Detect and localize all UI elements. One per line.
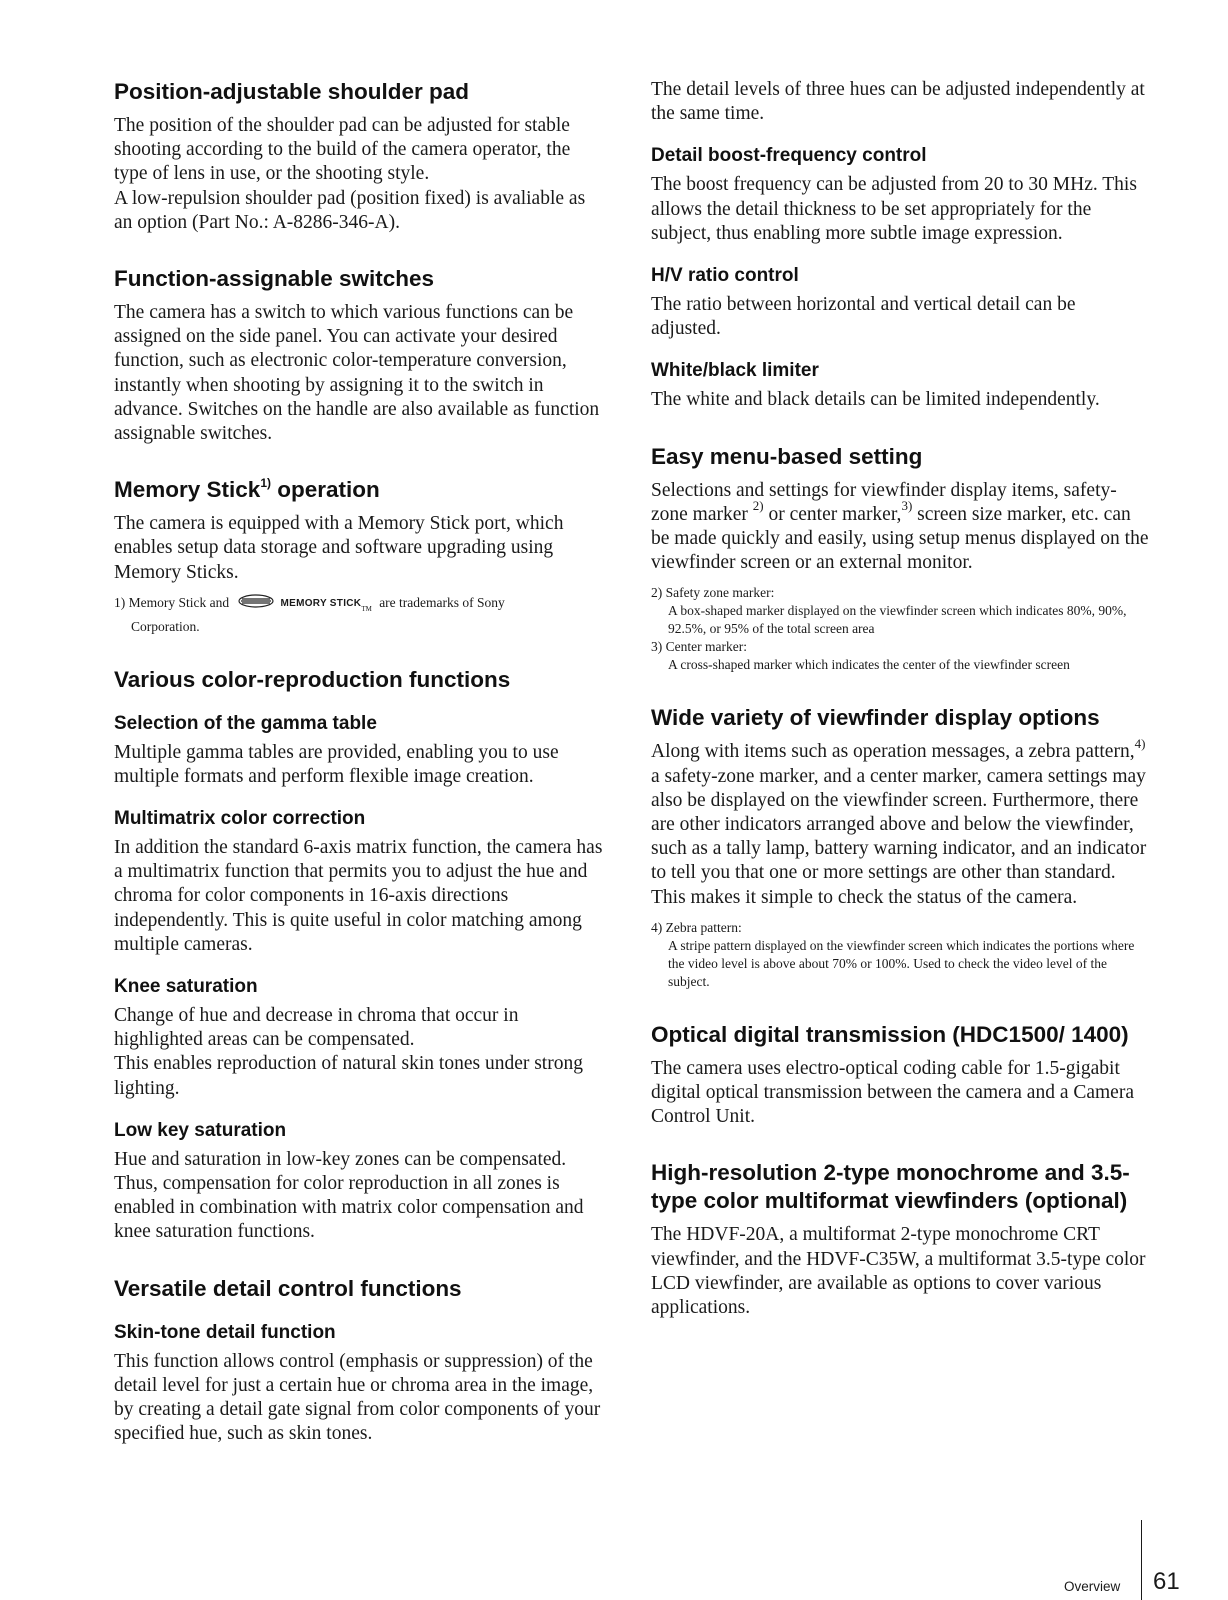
optical-transmission-text: The camera uses electro-optical coding cable for 1.5-gigabit digital optical transmission between the camera and a Camera Control Unit. [651, 1057, 1134, 1128]
memory-title-b: operation [270, 477, 380, 503]
footnote-ref-4: 4) [1134, 735, 1146, 751]
footnote-3 [651, 638, 1149, 674]
subheading-skin-tone: Skin-tone detail function [114, 1321, 336, 1343]
footnote-1 [114, 594, 606, 636]
footer-divider [1141, 1520, 1142, 1600]
subheading-multimatrix: Multimatrix color correction [114, 807, 366, 829]
footnote-ref-2: 2) [752, 498, 764, 514]
subheading-boost-frequency: Detail boost-frequency control [651, 145, 927, 167]
viewfinder-options-text-a: Along with items such as operation messages, a zebra pattern, [651, 741, 1135, 763]
detail-continued-text: The detail levels of three hues can be adjusted independently at the same time. [651, 79, 1145, 125]
heading-color-reproduction: Various color-reproduction functions [114, 666, 511, 692]
footnote-1-text-a: 1) Memory Stick and [114, 594, 230, 610]
white-black-limiter-text: The white and black details can be limited independently. [651, 389, 1100, 411]
easy-menu-text-c: screen size marker, etc. can be made quickly and easily, using setup menus displayed on the viewfinder screen or an external monitor. [651, 503, 1149, 574]
heading-shoulder-pad: Position-adjustable shoulder pad [114, 79, 470, 104]
skin-tone-text: This function allows control (emphasis or suppression) of the detail level for just a certain hue or chroma area in the image, by creating a detail gate signal from color components of your specified hue, such as skin tones. [114, 1350, 601, 1445]
heading-high-resolution-viewfinders: High-resolution 2-type monochrome and 3.5-type color multiformat viewfinders (optional) [651, 1160, 1130, 1214]
footnote-1-text-c: Corporation. [131, 618, 200, 634]
memory-title-a: Memory Stick [114, 477, 261, 503]
memory-title-footnote-ref: 1) [260, 475, 271, 490]
subheading-gamma-table: Selection of the gamma table [114, 712, 377, 734]
footnote-2 [651, 584, 1149, 638]
function-switches-text: The camera has a switch to which various functions can be assigned on the side panel. You can activate your desired function, such as electronic color-temperature conversion, instantly when shooting by assigning it to the switch in advance. Switches on the handle are also available as function assignable switches. [114, 302, 600, 445]
shoulder-pad-text-1: The position of the shoulder pad can be adjusted for stable shooting according to the build of the camera operator, the type of lens in use, or the shooting style. [114, 115, 571, 185]
heading-function-switches: Function-assignable switches [114, 266, 435, 292]
memory-stick-text: The camera is equipped with a Memory Stick port, which enables setup data storage and software upgrading using Memory Sticks. [114, 513, 564, 583]
heading-detail-control: Versatile detail control functions [114, 1275, 462, 1301]
footnote-2-text: A box-shaped marker displayed on the viewfinder screen which indicates 80%, 90%, 92.5%, or 95% of the total screen area [668, 603, 1127, 637]
footnote-1-text-b: are trademarks of Sony [379, 594, 505, 610]
subheading-low-key: Low key saturation [114, 1119, 287, 1141]
heading-optical-transmission: Optical digital transmission (HDC1500/ 1400) [651, 1021, 1129, 1047]
subheading-white-black-limiter: White/black limiter [651, 360, 819, 382]
low-key-text: Hue and saturation in low-key zones can be compensated. Thus, compensation for color reproduction in all zones is enabled in combination with matrix color compensation and knee saturation functions. [114, 1148, 584, 1243]
footnote-ref-3: 3) [901, 498, 913, 514]
footer-section-label: Overview [1064, 1579, 1121, 1594]
easy-menu-text [651, 479, 1149, 576]
easy-menu-text-b: or center marker, [763, 503, 902, 525]
boost-frequency-text: The boost frequency can be adjusted from 20 to 30 MHz. This allows the detail thickness to be set appropriately for the subject, thus enabling more subtle image expression. [651, 174, 1137, 244]
footnote-4-label: 4) Zebra pattern: [651, 919, 742, 935]
viewfinder-options-text-b: a safety-zone marker, and a center marker, camera settings may also be displayed on the viewfinder screen. Furthermore, there are other indicators arranged above and below the viewfinder, such as a tally lamp, battery warning indicator, and an indicator to tell you that one or more settings are other than standard. This makes it simple to check the status of the camera. [651, 765, 1147, 908]
memory-stick-logo-text: MEMORY STICK [280, 597, 362, 609]
subheading-hv-ratio: H/V ratio control [651, 265, 799, 287]
footnote-4-text: A stripe pattern displayed on the viewfinder screen which indicates the portions where the video level is above about 70% or 100%. Used to check the video level of the subject. [668, 937, 1135, 989]
footnote-3-text: A cross-shaped marker which indicates the center of the viewfinder screen [668, 657, 1070, 673]
heading-viewfinder-options: Wide variety of viewfinder display options [651, 705, 1100, 731]
footnote-2-label: 2) Safety zone marker: [651, 585, 775, 601]
easy-menu-text-a: Selections and settings for viewfinder display items, safety-zone marker [651, 479, 1117, 525]
page-number: 61 [1153, 1568, 1180, 1595]
multimatrix-text: In addition the standard 6-axis matrix function, the camera has a multimatrix function that permits you to adjust the hue and chroma for color components in 16-axis directions independently. This is quite useful in color matching among multiple cameras. [114, 836, 603, 955]
footnote-3-label: 3) Center marker: [651, 639, 747, 655]
hv-ratio-text: The ratio between horizontal and vertical detail can be adjusted. [651, 294, 1076, 340]
high-resolution-viewfinders-text: The HDVF-20A, a multiformat 2-type monochrome CRT viewfinder, and the HDVF-C35W, a multiformat 3.5-type color LCD viewfinder, are available as options to cover various applications. [651, 1224, 1146, 1319]
heading-easy-menu: Easy menu-based setting [651, 443, 923, 469]
shoulder-pad-text-2: A low-repulsion shoulder pad (position fixed) is avaliable as an option (Part No.: A-8286-346-A). [114, 187, 586, 233]
heading-memory-stick [114, 476, 606, 504]
viewfinder-options-text [651, 735, 1149, 909]
memory-stick-logo-icon [238, 594, 274, 613]
right-column [651, 78, 1149, 1320]
footnote-4 [651, 919, 1149, 991]
gamma-table-text: Multiple gamma tables are provided, enabling you to use multiple formats and perform flexible image creation. [114, 741, 559, 787]
memory-stick-logo-tm: TM [361, 604, 372, 613]
knee-saturation-text-2: This enables reproduction of natural skin tones under strong lighting. [114, 1053, 583, 1099]
subheading-knee-saturation: Knee saturation [114, 975, 258, 997]
knee-saturation-text-1: Change of hue and decrease in chroma that occur in highlighted areas can be compensated. [114, 1004, 519, 1051]
left-column [114, 78, 606, 1446]
